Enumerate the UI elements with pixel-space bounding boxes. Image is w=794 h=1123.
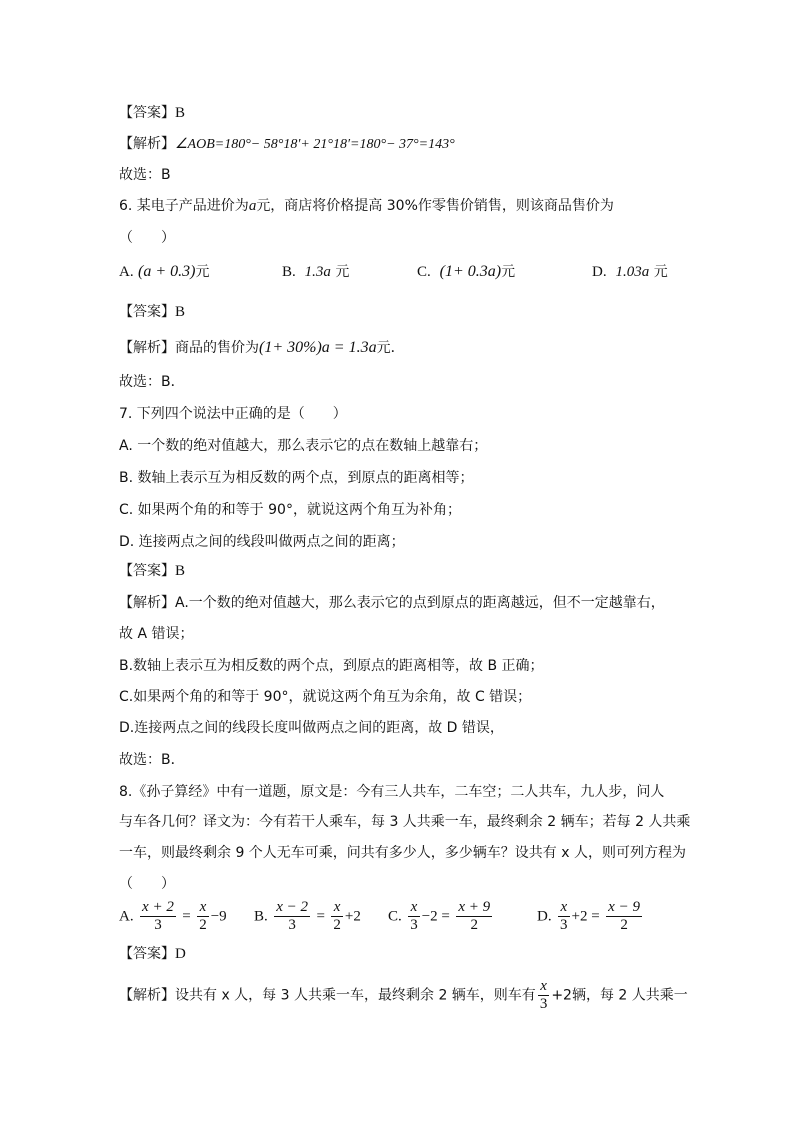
option-unit: 元 [501, 264, 516, 280]
option-expression: 1.03a [615, 264, 650, 280]
question-8-blank: （ ） [119, 876, 175, 892]
analysis-label: 【解析】 [119, 595, 175, 611]
denominator: 3 [560, 917, 568, 933]
question-6-option-b [282, 262, 349, 282]
option-expression: 1.3a [304, 264, 331, 280]
answer-label: 【答案】 [119, 105, 175, 121]
option-label: D. [592, 264, 607, 280]
question-6-option-c [417, 262, 515, 282]
option-label: B. [282, 264, 296, 280]
analysis-text: +2辆，每 2 人共乘一 [551, 987, 688, 1004]
analysis-label: 【解析】 [119, 987, 175, 1004]
question-7-option-b: B. 数轴上表示互为相反数的两个点，到原点的距离相等； [119, 470, 474, 486]
conclusion-line-6: 故选：B． [119, 374, 185, 390]
answer-label: 【答案】 [119, 563, 175, 579]
question-8-option-a [119, 899, 227, 934]
question-7-option-c: C. 如果两个角的和等于 90°，就说这两个角互为补角； [119, 502, 461, 518]
question-8-option-d [537, 899, 644, 934]
equals-sign: = [182, 908, 191, 925]
fraction [140, 899, 176, 934]
stem-text: 6. 某电子产品进价为 [119, 198, 249, 214]
denominator: 3 [539, 996, 548, 1012]
option-tail: +2 [344, 908, 361, 925]
denominator: 3 [410, 917, 418, 933]
answer-value: B [175, 563, 186, 579]
answer-value: D [175, 946, 186, 962]
analysis-line-8 [119, 978, 688, 1013]
option-label: A. [119, 908, 134, 925]
option-middle: +2 = [571, 908, 600, 925]
denominator: 3 [288, 917, 296, 933]
numerator: x + 2 [142, 899, 174, 915]
analysis-line-7c: B.数轴上表示互为相反数的两个点，到原点的距离相等，故 B 正确； [119, 658, 544, 674]
option-label: D. [537, 908, 552, 925]
answer-label: 【答案】 [119, 946, 175, 962]
fraction [558, 899, 570, 934]
answer-line-6 [119, 302, 185, 322]
denominator: 2 [333, 917, 341, 933]
denominator: 3 [154, 917, 162, 933]
fraction [606, 899, 642, 934]
analysis-text: A.一个数的绝对值越大，那么表示它的点到原点的距离越远，但不一定越靠右， [175, 595, 665, 611]
analysis-text: 设共有 x 人，每 3 人共乘一车，最终剩余 2 辆车，则车有 [175, 987, 536, 1004]
question-8-stem-2: 与车各几何？译文为：今有若干人乘车，每 3 人共乘一车，最终剩余 2 辆车；若每 2 人共乘 [119, 814, 691, 830]
numerator: x [408, 899, 420, 917]
answer-line-5 [119, 103, 185, 123]
option-label: A. [119, 264, 134, 280]
denominator: 2 [470, 917, 478, 933]
denominator: 2 [199, 917, 207, 933]
fraction [274, 899, 310, 934]
question-7-stem: 7. 下列四个说法中正确的是（ ） [119, 406, 347, 422]
analysis-line-5 [119, 134, 455, 155]
question-7-option-a: A. 一个数的绝对值越大，那么表示它的点在数轴上越靠右； [119, 438, 488, 454]
numerator: x [197, 899, 209, 917]
numerator: x [538, 978, 550, 996]
fraction [197, 899, 209, 934]
fraction [538, 978, 550, 1013]
answer-line-7 [119, 561, 185, 581]
option-label: C. [417, 264, 431, 280]
analysis-math: ∠AOB=180°− 58°18′+ 21°18′=180°− 37°=143° [175, 137, 455, 152]
analysis-line-7b: 故 A 错误； [119, 626, 194, 642]
stem-variable: a [248, 198, 257, 214]
answer-line-8 [119, 944, 186, 964]
fraction [456, 899, 492, 934]
question-8-option-b [254, 899, 361, 934]
analysis-line-7a [119, 593, 665, 613]
question-6-stem [119, 196, 614, 216]
conclusion-line-5: 故选：B [119, 167, 171, 183]
numerator: x + 9 [458, 899, 491, 915]
question-6-option-a [119, 262, 210, 282]
answer-value: B [175, 105, 186, 121]
option-expression: (1+ 0.3a) [439, 263, 502, 280]
question-8-stem-1: 8.《孙子算经》中有一道题，原文是：今有三人共车，二车空；二人共车，九人步，问人 [119, 784, 665, 800]
equals-sign: = [316, 908, 325, 925]
answer-label: 【答案】 [119, 304, 175, 320]
question-6-option-d [592, 262, 668, 282]
numerator: x [558, 899, 570, 917]
stem-text: 元，商店将价格提高 30%作零售价销售，则该商品售价为 [256, 198, 614, 214]
question-7-option-d: D. 连接两点之间的线段叫做两点之间的距离； [119, 534, 405, 550]
option-unit: 元 [653, 264, 668, 280]
numerator: x − 2 [276, 899, 308, 915]
option-unit: 元 [195, 264, 210, 280]
option-label: C. [388, 908, 402, 925]
fraction [408, 899, 420, 934]
analysis-line-7d: C.如果两个角的和等于 90°，就说这两个角互为余角，故 C 错误； [119, 689, 532, 705]
denominator: 2 [620, 917, 628, 933]
analysis-text: 商品的售价为 [175, 340, 259, 356]
question-8-stem-3: 一车，则最终剩余 9 个人无车可乘，问共有多少人，多少辆车？设共有 x 人，则可列方程为 [119, 845, 686, 861]
conclusion-line-7: 故选：B． [119, 752, 185, 768]
analysis-math: (1+ 30%)a = 1.3a [259, 339, 377, 356]
fraction [331, 899, 343, 934]
analysis-label: 【解析】 [119, 136, 175, 152]
analysis-line-7e: D.连接两点之间的线段长度叫做两点之间的距离，故 D 错误， [119, 720, 504, 736]
option-tail: −9 [210, 908, 227, 925]
option-unit: 元 [335, 264, 350, 280]
numerator: x − 9 [608, 899, 640, 915]
option-middle: −2 = [421, 908, 450, 925]
answer-value: B [175, 304, 186, 320]
analysis-label: 【解析】 [119, 340, 175, 356]
question-6-blank: （ ） [119, 230, 175, 246]
option-expression: (a + 0.3) [138, 263, 196, 280]
analysis-line-6 [119, 338, 405, 358]
numerator: x [331, 899, 343, 917]
option-label: B. [254, 908, 268, 925]
question-8-option-c [388, 899, 494, 934]
analysis-text: 元． [376, 340, 405, 356]
